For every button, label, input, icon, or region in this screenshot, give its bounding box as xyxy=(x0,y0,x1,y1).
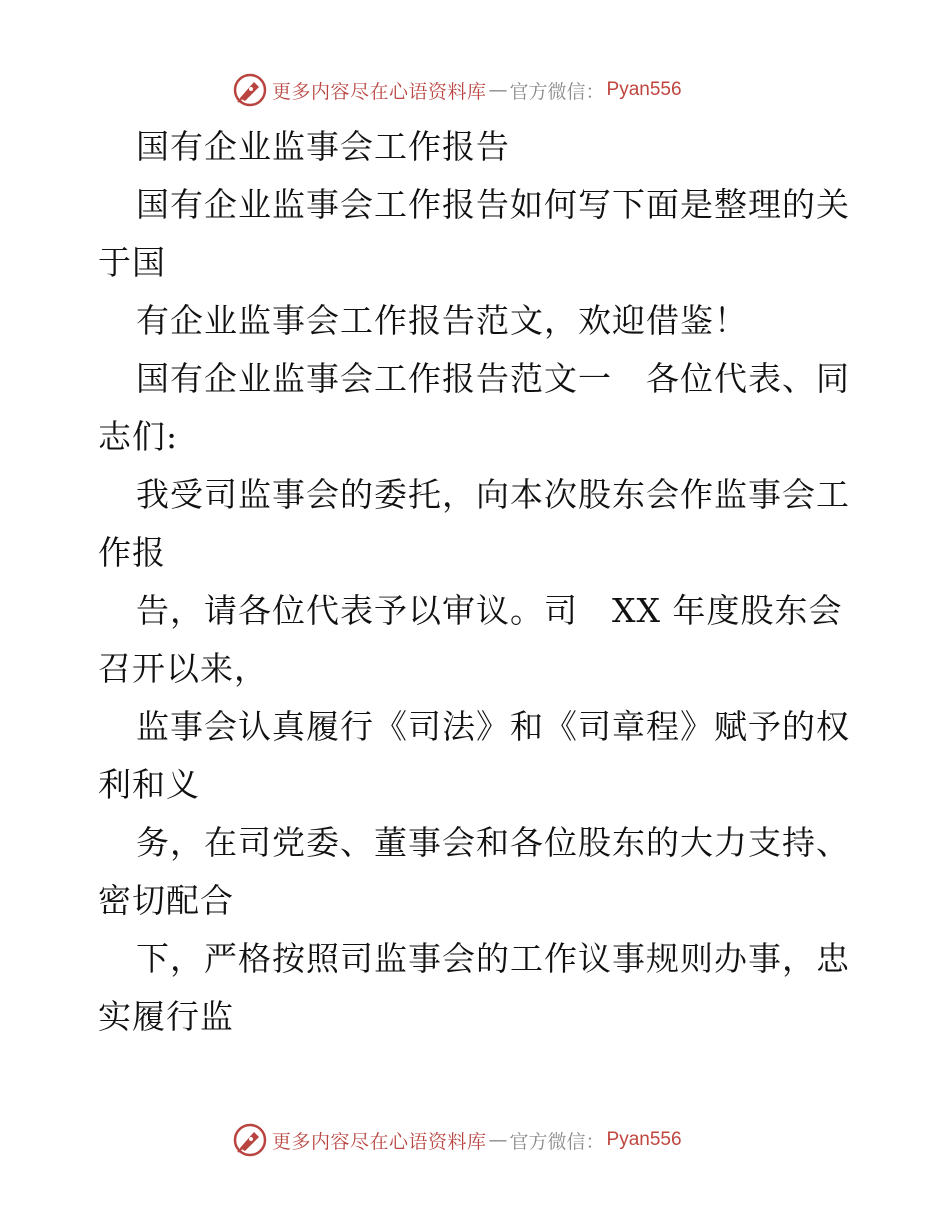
text-line: 监事会认真履行《司法》和《司章程》赋予的权 xyxy=(136,707,850,746)
text-line: 国有企业监事会工作报告范文一 各位代表、同 xyxy=(136,359,850,398)
header-wechat-label: 官方微信： xyxy=(509,80,605,103)
text-line: 利和义 xyxy=(98,765,200,804)
text-line: 实履行监 xyxy=(98,997,234,1036)
footer-banner xyxy=(232,1120,682,1160)
pen-nib-logo-icon xyxy=(232,1122,268,1158)
text-line: 务，在司党委、董事会和各位股东的大力支持、 xyxy=(136,823,850,862)
text-line: 有企业监事会工作报告范文，欢迎借鉴！ xyxy=(136,301,748,340)
header-dash: — xyxy=(488,79,508,101)
footer-wechat-handle: Pyan556 xyxy=(606,1129,682,1150)
text-line: 下，严格按照司监事会的工作议事规则办事，忠 xyxy=(136,939,850,978)
footer-dash: — xyxy=(488,1129,508,1151)
text-line: 我受司监事会的委托，向本次股东会作监事会工 xyxy=(136,475,850,514)
header-slogan: 更多内容尽在心语资料库 xyxy=(272,80,487,103)
text-line: 志们: xyxy=(98,417,179,456)
footer-wechat-label: 官方微信： xyxy=(509,1130,605,1153)
header-banner xyxy=(232,70,682,110)
header-wechat-handle: Pyan556 xyxy=(606,79,682,100)
text-line: 作报 xyxy=(98,533,166,572)
pen-nib-logo-icon xyxy=(232,72,268,108)
text-line: 密切配合 xyxy=(98,881,234,920)
document-title: 国有企业监事会工作报告 xyxy=(136,127,510,166)
text-line: 召开以来， xyxy=(98,649,268,688)
document-body xyxy=(98,118,858,1046)
text-line: 告，请各位代表予以审议。司 XX 年度股东会 xyxy=(136,591,843,630)
footer-slogan: 更多内容尽在心语资料库 xyxy=(272,1130,487,1153)
text-line: 国有企业监事会工作报告如何写下面是整理的关 xyxy=(136,185,850,224)
text-line: 于国 xyxy=(98,243,166,282)
